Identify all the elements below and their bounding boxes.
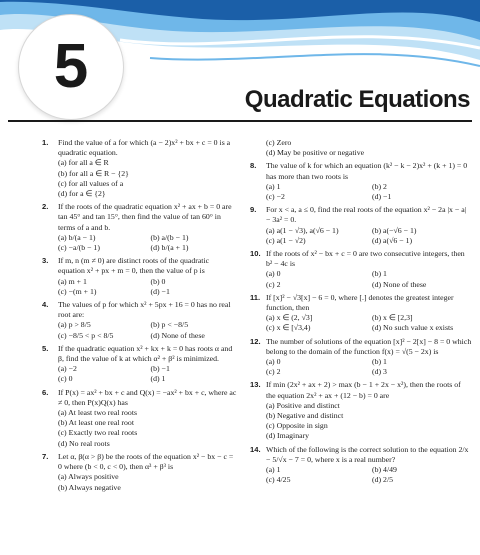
answer-option: (d) None of these [372,279,427,289]
answer-option: (d) a(√6 − 1) [372,235,413,245]
question-number: 13. [250,380,261,390]
option-list [58,158,237,199]
question-item [250,337,472,378]
answer-option: (c) a(1 − √2) [266,235,306,245]
answer-option: (c) 2 [266,279,281,289]
answer-option: (a) for all a ∈ R [58,158,109,168]
option-list [58,233,237,253]
answer-option: (c) −a/(b − 1) [58,243,100,253]
answer-option: (a) Always positive [58,472,119,482]
answer-option: (d) 3 [372,367,387,377]
question-number: 10. [250,249,261,259]
answer-option: (b) At least one real root [58,418,134,428]
question-number: 4. [42,300,49,310]
question-number: 6. [42,387,49,397]
answer-option: (b) p < −8/5 [150,320,189,330]
answer-option: (d) No real roots [58,438,110,448]
question-item [250,445,472,486]
question-stem: If m, n (m ≠ 0) are distinct roots of the quadratic equation x² + px + m = 0, then the value of p is [58,256,210,276]
answer-option: (b) 4/49 [372,465,397,475]
option-list [266,313,472,333]
answer-option: (d) Imaginary [266,431,310,441]
option-list [58,364,237,384]
question-item [42,202,237,253]
wave-stripe [150,54,480,66]
option-list [58,277,237,297]
answer-option: (b) 1 [372,269,387,279]
answer-option: (c) Exactly two real roots [58,428,138,438]
answer-option: (a) x ∈ (2, √3] [266,313,313,323]
answer-option: (c) Zero [266,138,292,147]
question-item [250,205,472,246]
question-number: 1. [42,138,49,147]
answer-option: (b) Negative and distinct [266,411,344,421]
question-stem: The values of p for which x² + 5px + 16 = 0 has no real root are: [58,300,231,320]
question-number: 14. [250,444,261,454]
answer-option: (d) None of these [150,330,205,340]
answer-option: (d) b/(a + 1) [150,243,189,253]
option-list [266,401,472,442]
question-item [42,452,237,493]
question-number: 7. [42,451,49,461]
answer-option: (d) for a ∈ {2} [58,189,106,199]
question-stem: If [x]² − √3[x] − 6 = 0, where [.] denotes the greatest integer function, then [266,292,454,313]
question-item [250,249,472,290]
option-list [58,472,237,492]
title-rule [8,120,472,122]
answer-option: (a) 1 [266,465,281,475]
left-column [42,138,237,496]
question-stem: If P(x) = ax² + bx + c and Q(x) = −ax² + bx + c, where ac ≠ 0, then P(x)Q(x) has [58,387,237,407]
option-list [266,269,472,289]
chapter-number-badge [18,14,124,120]
question-stem: Let α, β(α > β) be the roots of the equation x² − bx − c = 0 where (b < 0, c < 0), then α³ + β³ is [58,451,234,472]
answer-option: (a) 0 [266,357,281,367]
option-list [266,182,472,202]
answer-option: (c) −(m + 1) [58,286,97,296]
option-list [58,320,237,340]
answer-option: (b) 1 [372,357,387,367]
answer-option: (a) b/(a − 1) [58,232,96,242]
answer-option: (a) 0 [266,269,281,279]
answer-option: (c) −2 [266,192,285,202]
question-item [42,300,237,341]
question-number: 5. [42,343,49,353]
answer-option: (b) −1 [150,364,170,374]
question-item [250,380,472,441]
answer-option: (c) x ∈ [√3,4) [266,323,311,333]
right-column [250,138,472,489]
answer-option: (d) 2/5 [372,475,394,485]
answer-option: (b) a/(b − 1) [150,232,189,242]
answer-option: (a) Positive and distinct [266,400,340,410]
question-stem: Find the value of a for which (a − 2)x² + bx + c = 0 is a quadratic equation. [58,138,231,158]
question-stem: If min (2x² + ax + 2) > max (b − 1 + 2x − x²), then the roots of the equation 2x² + ax + (12 − b) = 0 are [266,380,461,400]
question-item [250,161,472,202]
answer-option: (a) −2 [58,364,77,374]
answer-option: (d) 1 [150,374,166,384]
answer-option: (c) 4/25 [266,475,291,485]
question-number: 2. [42,202,49,212]
answer-option: (b) x ∈ [2,3] [372,313,413,323]
question-number: 3. [42,256,49,266]
answer-option: (b) 0 [150,276,166,286]
answer-option: (d) −1 [150,286,170,296]
question-item [42,138,237,199]
chapter-title: Quadratic Equations [244,86,470,113]
answer-option: (d) No such value x exists [372,323,454,333]
chapter-header [0,0,480,120]
answer-option: (c) for all values of a [58,178,124,188]
question-number: 11. [250,292,261,302]
question-item [42,344,237,385]
answer-option: (b) Always negative [58,482,121,492]
answer-option: (c) −8/5 < p < 8/5 [58,330,114,340]
answer-option: (b) a(−√6 − 1) [372,225,417,235]
question-stem: The number of solutions of the equation [x]² − 2[x] − 8 = 0 which belong to the domain of the function f(x) = √(5 − 2x) is [266,336,472,356]
question-stem: The value of k for which an equation (k² − k − 2)x² + (k + 1) = 0 has more than two roots is [266,161,468,181]
option-list [266,226,472,246]
option-list [266,138,472,158]
answer-option: (a) 1 [266,181,281,191]
question-stem: If the roots of the quadratic equation x² + ax + b = 0 are tan 45° and tan 15°, then find the value of tan 60° in terms of a and b. [58,202,232,232]
question-stem: For x < a, a ≤ 0, find the real roots of the equation x² − 2a |x − a| − 3a² = 0. [266,205,467,225]
chapter-number: 5 [53,32,89,101]
answer-option: (b) 2 [372,181,387,191]
answer-option: (a) a(1 − √3), a(√6 − 1) [266,225,339,235]
question-number: 8. [250,161,257,171]
answer-option: (a) At least two real roots [58,408,138,418]
option-list [58,408,237,449]
question-number: 9. [250,205,257,215]
answer-option: (a) m + 1 [58,276,87,286]
answer-option: (d) −1 [372,192,392,202]
answer-option: (d) May be positive or negative [266,148,365,158]
option-list [266,357,472,377]
question-item [250,138,472,158]
question-stem: Which of the following is the correct solution to the equation 2/x − 5/√x − 7 = 0, where x is a real number? [266,444,469,464]
question-number: 12. [250,336,261,346]
answer-option: (a) p > 8/5 [58,320,91,330]
question-stem: If the quadratic equation x² + kx + k = 0 has roots α and β, find the value of k at which α² + β² is minimized. [58,343,233,364]
answer-option: (c) 2 [266,367,281,377]
answer-option: (c) Opposite in sign [266,421,328,431]
answer-option: (c) 0 [58,374,73,384]
question-item [42,256,237,297]
option-list [266,465,472,485]
answer-option: (b) for all a ∈ R − {2} [58,168,129,178]
question-item [250,293,472,334]
question-stem: If the roots of x² − bx + c = 0 are two consecutive integers, then b² − 4c is [266,249,465,269]
question-item [42,388,237,449]
